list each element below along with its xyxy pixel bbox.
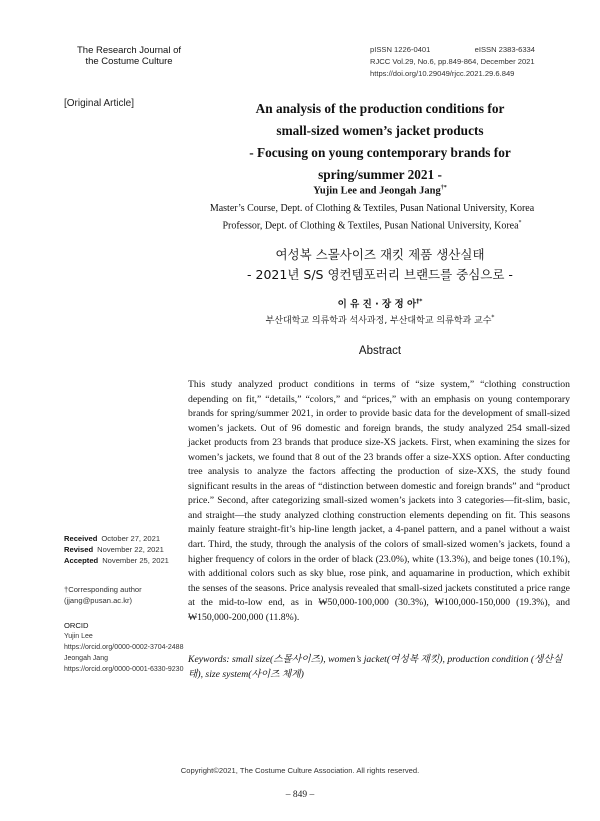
affiliation-ko-mark: * (491, 314, 495, 321)
orcid-link1[interactable]: https://orcid.org/0000-0002-3704-2488 (64, 644, 184, 651)
authors-ko-names: 이 유 진 · 장 정 아 (337, 299, 417, 310)
title-ko-line2: - 2021년 S/S 영컨템포러리 브랜드를 중심으로 - (247, 267, 513, 282)
article-type: [Original Article] (64, 98, 135, 109)
title-en-line3: - Focusing on young contemporary brands for (249, 145, 511, 160)
citation: RJCC Vol.29, No.6, pp.849-864, December 2021 (370, 57, 535, 66)
orcid-label: ORCID (64, 621, 89, 630)
affiliation-en-line2: Professor, Dept. of Clothing & Textiles, Pusan National University, Korea (222, 220, 519, 232)
keywords (188, 652, 570, 682)
issn-block (370, 44, 570, 80)
title-ko-line1: 여성복 스몰사이즈 재킷 제품 생산실태 (275, 247, 485, 262)
corresponding-author (64, 584, 142, 606)
title-korean (190, 245, 570, 285)
journal-name-line1: The Research Journal of (76, 45, 182, 56)
abstract-body: This study analyzed product conditions in terms of “size system,” “clothing construction depending on fit,” “details,” “colors,” and “prices,” with an emphasis on young contemporary brands for spring/summer 2021, in order to provide basic data for the development of small-sized women’s jackets. Out of 96 domestic and foreign brands, the study analyzed 254 small-sized jacket products from 23 brands that produce size-XS jackets. First, when examining the sizes for women’s jackets, we found that 8 out of the 23 brands offer a size-XXS option. After conducting tree analysis to analyze the factors affecting the production of size-XXS, the study found significant results in the areas of “distinction between domestic and foreign brands” and “product price.” Second, after categorizing small-sized women’s jackets into 3 categories—fit-slim, basic, and straight—the study analyzed clothing construction elements depending on fit. This seasons mainly feature straight-fit’s hip-line length jacket, a 4-panel pattern, and a panel without a waist dart. Third, the study, through the analysis of the colors of small-sized women’s jackets, found a higher frequency of colors in the order of black (23.0%), white (13.3%), and beige tones (10.1%), with additional colors such as sky blue, rose pink, and aquamarine in production, which exhibit the senses of the seasons. Price analysis revealed that small-sized jackets constituted a price range at the mid-to-low end, as in ₩50,000-100,000 (30.3%), ₩100,000-150,000 (19.3%), and ₩150,000-200,000 (11.8%). (188, 379, 570, 623)
orcid-block (64, 620, 183, 675)
journal-name-line2: the Costume Culture (85, 56, 173, 67)
authors-english (190, 185, 570, 197)
authors-en-names: Yujin Lee and Jeongah Jang (313, 185, 441, 197)
orcid-author2: Jeongah Jang (64, 655, 108, 662)
title-en-line2: small-sized women’s jacket products (276, 123, 484, 138)
corresponding-email[interactable]: (jjang@pusan.ac.kr) (64, 596, 133, 605)
title-en-line1: An analysis of the production conditions for (255, 101, 505, 116)
revised-date: November 22, 2021 (97, 545, 164, 554)
title-english (190, 98, 570, 186)
affiliation-korean (190, 313, 570, 326)
orcid-author1: Yujin Lee (64, 633, 93, 640)
title-en-line4: spring/summer 2021 - (318, 167, 442, 182)
abstract-heading: Abstract (358, 345, 402, 357)
copyright: Copyright©2021, The Costume Culture Association. All rights reserved. (180, 766, 420, 775)
accepted-label: Accepted (64, 556, 99, 565)
corresponding-label: †Corresponding author (64, 585, 142, 594)
keywords-label: Keywords: (188, 654, 230, 665)
eissn: eISSN 2383-6334 (474, 45, 535, 54)
received-label: Received (64, 534, 98, 543)
affiliations-english (172, 201, 572, 233)
doi-link[interactable]: https://doi.org/10.29049/rjcc.2021.29.6.849 (370, 69, 515, 78)
accepted-date: November 25, 2021 (102, 556, 169, 565)
affiliation-en-line1: Master’s Course, Dept. of Clothing & Textiles, Pusan National University, Korea (209, 203, 535, 214)
revised-label: Revised (64, 545, 94, 554)
pissn: pISSN 1226-0401 (370, 45, 431, 54)
authors-korean (190, 296, 570, 310)
authors-en-mark: †* (440, 185, 447, 191)
page-number: – 849 – (285, 790, 315, 800)
keywords-text: small size(스몰사이즈), women’s jacket(여성복 재킷), production condition (생산실태), size system(사이즈 체계) (188, 654, 563, 680)
journal-name (64, 45, 194, 67)
affiliation-ko-text: 부산대학교 의류학과 석사과정, 부산대학교 의류학과 교수 (265, 316, 492, 326)
affiliation-en-mark: * (518, 220, 522, 226)
received-date: October 27, 2021 (101, 534, 161, 543)
orcid-link2[interactable]: https://orcid.org/0000-0001-6330-9230 (64, 666, 184, 673)
article-dates (64, 533, 169, 566)
authors-ko-mark: †* (416, 297, 423, 305)
